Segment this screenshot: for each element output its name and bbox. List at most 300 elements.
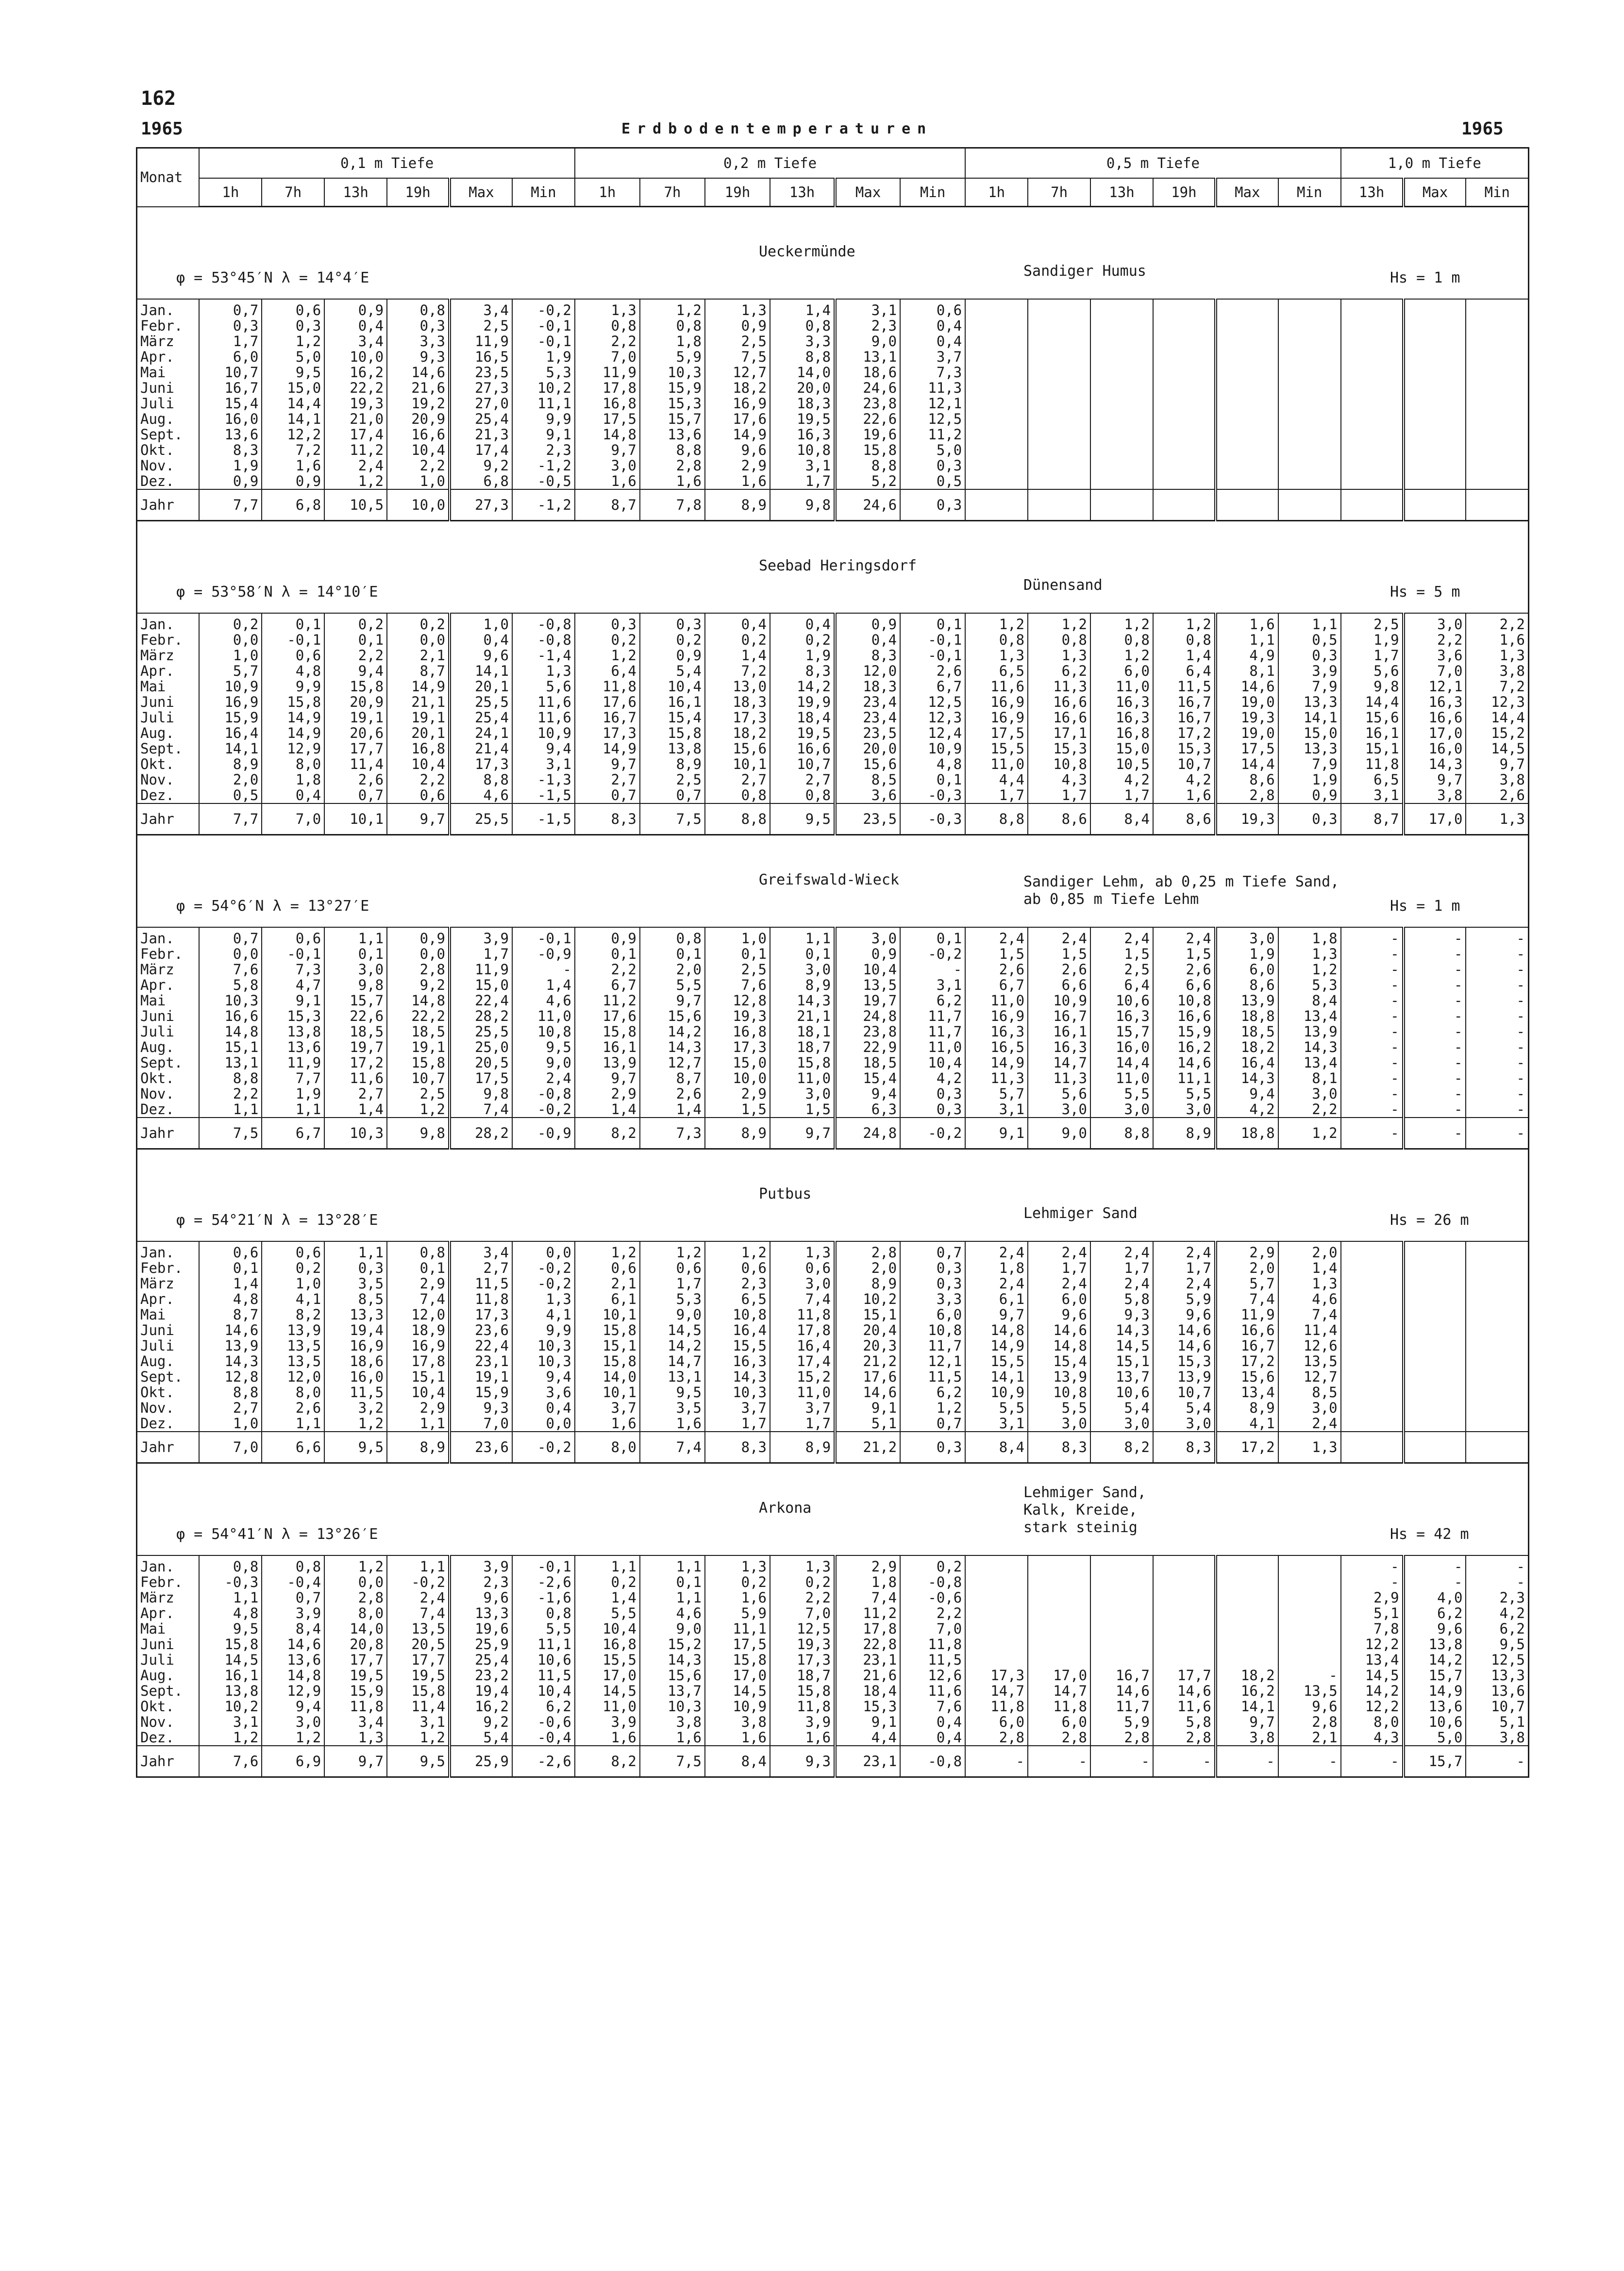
value-cell: 9,7 — [324, 1746, 387, 1777]
value-cell: 10,1 — [324, 803, 387, 835]
value-cell: 0,8 — [640, 318, 705, 334]
table-row — [137, 1432, 1529, 1463]
value-cell: 3,8 — [1466, 663, 1528, 679]
table-row — [137, 741, 1529, 756]
value-cell: 6,0 — [199, 349, 262, 365]
value-cell: 0,1 — [640, 1574, 705, 1590]
value-cell: 15,4 — [199, 396, 262, 411]
value-cell: 3,7 — [575, 1400, 640, 1416]
value-cell: 1,6 — [1466, 632, 1528, 648]
table-row — [137, 694, 1529, 710]
value-cell: 13,6 — [262, 1039, 324, 1055]
station-header — [137, 207, 1529, 300]
value-cell: 2,3 — [1466, 1590, 1528, 1605]
value-cell: 0,3 — [900, 1276, 965, 1291]
value-cell: 15,3 — [640, 396, 705, 411]
value-cell: 1,2 — [575, 1241, 640, 1260]
value-cell: 23,5 — [450, 365, 512, 380]
value-cell: 22,4 — [450, 1338, 512, 1353]
table-row — [137, 1291, 1529, 1307]
value-cell: 11,8 — [1341, 756, 1404, 772]
value-cell: 1,4 — [770, 299, 835, 318]
value-cell: 14,9 — [965, 1055, 1028, 1070]
value-cell — [1153, 1590, 1216, 1605]
value-cell: - — [1466, 927, 1528, 946]
value-cell: 7,2 — [705, 663, 770, 679]
value-cell: 2,5 — [640, 772, 705, 787]
value-cell: 13,4 — [1278, 1008, 1341, 1024]
month-label: Jahr — [137, 1118, 200, 1149]
table-row — [137, 1555, 1529, 1574]
value-cell: 1,4 — [640, 1102, 705, 1118]
value-cell — [1404, 442, 1466, 458]
value-cell — [1216, 411, 1278, 427]
value-cell: 1,5 — [1028, 946, 1090, 962]
value-cell: - — [1466, 1118, 1528, 1149]
value-cell: 4,2 — [1466, 1605, 1528, 1621]
month-label: Mai — [137, 365, 200, 380]
station-coords: φ = 53°58′N λ = 14°10′E — [176, 584, 378, 601]
value-cell: 1,5 — [770, 1102, 835, 1118]
value-cell: 0,1 — [900, 927, 965, 946]
value-cell: 15,7 — [1404, 1746, 1466, 1777]
value-cell — [1090, 1652, 1153, 1668]
value-cell: - — [1466, 962, 1528, 977]
value-cell: 3,8 — [1466, 772, 1528, 787]
value-cell: 9,5 — [324, 1432, 387, 1463]
value-cell: 9,3 — [1090, 1307, 1153, 1322]
value-cell: 6,3 — [835, 1102, 900, 1118]
table-row — [137, 1008, 1529, 1024]
table-row — [137, 927, 1529, 946]
value-cell: 1,1 — [770, 927, 835, 946]
value-cell: - — [1341, 927, 1404, 946]
value-cell: - — [1466, 1008, 1528, 1024]
value-cell: 0,8 — [387, 299, 450, 318]
value-cell: 14,3 — [199, 1353, 262, 1369]
value-cell: 1,9 — [1216, 946, 1278, 962]
value-cell: 6,2 — [1404, 1605, 1466, 1621]
value-cell: 9,6 — [1028, 1307, 1090, 1322]
value-cell: 13,9 — [262, 1322, 324, 1338]
table-row — [137, 1241, 1529, 1260]
value-cell — [1216, 1555, 1278, 1574]
value-cell: 1,2 — [640, 299, 705, 318]
value-cell: 11,8 — [575, 679, 640, 694]
value-cell: 0,4 — [705, 613, 770, 632]
month-label: Febr. — [137, 318, 200, 334]
value-cell: - — [1404, 977, 1466, 993]
value-cell: 16,7 — [1028, 1008, 1090, 1024]
value-cell: 9,6 — [450, 648, 512, 663]
value-cell: 0,2 — [575, 1574, 640, 1590]
value-cell: 1,3 — [705, 1555, 770, 1574]
value-cell: - — [1341, 1574, 1404, 1590]
value-cell: 1,0 — [199, 1416, 262, 1432]
value-cell: 8,6 — [1028, 803, 1090, 835]
value-cell: 2,9 — [575, 1086, 640, 1102]
value-cell: 16,9 — [324, 1338, 387, 1353]
value-cell — [1466, 349, 1528, 365]
value-cell: 9,9 — [512, 1322, 575, 1338]
value-cell: 3,0 — [1028, 1102, 1090, 1118]
value-cell: 17,5 — [1216, 741, 1278, 756]
value-cell: 2,8 — [1153, 1730, 1216, 1746]
value-cell: 15,7 — [640, 411, 705, 427]
value-cell: 20,4 — [835, 1322, 900, 1338]
value-cell: 7,4 — [1278, 1307, 1341, 1322]
value-cell: 13,9 — [199, 1338, 262, 1353]
value-cell: 14,2 — [640, 1024, 705, 1039]
value-cell — [1216, 1574, 1278, 1590]
month-label: Okt. — [137, 1699, 200, 1714]
value-cell: 10,7 — [1466, 1699, 1528, 1714]
value-cell — [1216, 380, 1278, 396]
value-cell: 12,4 — [900, 725, 965, 741]
value-cell: 0,8 — [512, 1605, 575, 1621]
table-row — [137, 1102, 1529, 1118]
station-name: Greifswald-Wieck — [759, 871, 899, 888]
value-cell — [1466, 458, 1528, 473]
value-cell: 11,1 — [1153, 1070, 1216, 1086]
value-cell: 1,2 — [262, 1730, 324, 1746]
value-cell: 1,6 — [640, 473, 705, 489]
value-cell — [965, 411, 1028, 427]
value-cell: 0,3 — [900, 1102, 965, 1118]
table-row — [137, 977, 1529, 993]
value-cell: 11,3 — [965, 1070, 1028, 1086]
value-cell: 15,0 — [262, 380, 324, 396]
value-cell: 4,6 — [640, 1605, 705, 1621]
table-row — [137, 1024, 1529, 1039]
value-cell: 0,6 — [262, 1241, 324, 1260]
value-cell: 16,1 — [640, 694, 705, 710]
value-cell: 17,8 — [575, 380, 640, 396]
value-cell: 19,5 — [770, 411, 835, 427]
value-cell: 1,3 — [770, 1555, 835, 1574]
value-cell: 10,6 — [1404, 1714, 1466, 1730]
value-cell: - — [1466, 1070, 1528, 1086]
value-cell — [1466, 1291, 1528, 1307]
value-cell — [1341, 442, 1404, 458]
station-name: Arkona — [759, 1500, 812, 1517]
value-cell: 5,5 — [1153, 1086, 1216, 1102]
value-cell — [1278, 489, 1341, 521]
value-cell: 1,1 — [575, 1555, 640, 1574]
value-cell: 24,1 — [450, 725, 512, 741]
value-cell: 4,1 — [1216, 1416, 1278, 1432]
value-cell: 1,3 — [512, 663, 575, 679]
value-cell: 9,5 — [770, 803, 835, 835]
value-cell: 4,9 — [1216, 648, 1278, 663]
value-cell: 0,3 — [199, 318, 262, 334]
value-cell: 14,6 — [199, 1322, 262, 1338]
value-cell: 3,8 — [1216, 1730, 1278, 1746]
header-hour: 1h — [199, 178, 262, 207]
table-row — [137, 1590, 1529, 1605]
value-cell: 16,9 — [965, 710, 1028, 725]
value-cell: 2,1 — [387, 648, 450, 663]
month-label: Sept. — [137, 1683, 200, 1699]
value-cell: 3,4 — [450, 1241, 512, 1260]
station-header-cell — [137, 207, 1529, 300]
value-cell: 21,1 — [770, 1008, 835, 1024]
value-cell: 16,8 — [575, 1636, 640, 1652]
value-cell: 8,5 — [324, 1291, 387, 1307]
value-cell: 1,2 — [1278, 962, 1341, 977]
value-cell: 1,6 — [705, 1730, 770, 1746]
value-cell: 5,9 — [705, 1605, 770, 1621]
value-cell — [965, 318, 1028, 334]
value-cell: 13,9 — [1216, 993, 1278, 1008]
value-cell: 12,0 — [387, 1307, 450, 1322]
value-cell: 2,2 — [324, 648, 387, 663]
table-row — [137, 427, 1529, 442]
value-cell: 1,3 — [575, 299, 640, 318]
value-cell: 15,1 — [1090, 1353, 1153, 1369]
value-cell: 7,7 — [199, 803, 262, 835]
value-cell: 19,1 — [387, 1039, 450, 1055]
value-cell: 14,4 — [1341, 694, 1404, 710]
value-cell: 10,7 — [199, 365, 262, 380]
value-cell: 1,1 — [262, 1416, 324, 1432]
value-cell — [1153, 1605, 1216, 1621]
value-cell — [1278, 458, 1341, 473]
value-cell: 15,5 — [965, 1353, 1028, 1369]
value-cell — [1341, 1416, 1404, 1432]
value-cell: 14,5 — [705, 1683, 770, 1699]
table-row — [137, 1260, 1529, 1276]
value-cell: 1,4 — [324, 1102, 387, 1118]
soil-line: Dünensand — [1023, 577, 1103, 594]
value-cell: - — [1466, 946, 1528, 962]
table-row — [137, 299, 1529, 318]
value-cell — [1341, 458, 1404, 473]
value-cell: -0,4 — [262, 1574, 324, 1590]
value-cell: 10,4 — [387, 442, 450, 458]
value-cell: 9,5 — [512, 1039, 575, 1055]
value-cell — [1153, 1636, 1216, 1652]
value-cell: 8,2 — [262, 1307, 324, 1322]
table-row — [137, 1353, 1529, 1369]
value-cell: - — [1466, 1574, 1528, 1590]
value-cell: 15,8 — [835, 442, 900, 458]
value-cell: 2,2 — [575, 334, 640, 349]
header-monat: Monat — [137, 148, 200, 207]
value-cell: 9,7 — [387, 803, 450, 835]
value-cell: 6,1 — [965, 1291, 1028, 1307]
value-cell: 1,2 — [575, 648, 640, 663]
value-cell — [1028, 365, 1090, 380]
value-cell: 0,3 — [387, 318, 450, 334]
value-cell: 4,0 — [1404, 1590, 1466, 1605]
value-cell: 13,8 — [1404, 1636, 1466, 1652]
value-cell: 17,6 — [835, 1369, 900, 1385]
value-cell: 18,2 — [705, 725, 770, 741]
value-cell — [1090, 365, 1153, 380]
value-cell: 13,6 — [262, 1652, 324, 1668]
value-cell: 4,6 — [1278, 1291, 1341, 1307]
value-cell — [1404, 489, 1466, 521]
value-cell — [1466, 1322, 1528, 1338]
value-cell: 8,3 — [705, 1432, 770, 1463]
value-cell: 16,3 — [1090, 710, 1153, 725]
value-cell: 1,9 — [770, 648, 835, 663]
value-cell: 2,2 — [1278, 1102, 1341, 1118]
value-cell — [965, 1605, 1028, 1621]
value-cell: - — [1341, 1086, 1404, 1102]
value-cell: 3,0 — [770, 1086, 835, 1102]
value-cell: 4,4 — [965, 772, 1028, 787]
value-cell — [1090, 318, 1153, 334]
value-cell: 12,2 — [1341, 1636, 1404, 1652]
value-cell: 14,3 — [1404, 756, 1466, 772]
value-cell: 2,4 — [512, 1070, 575, 1086]
value-cell: 6,6 — [1153, 977, 1216, 993]
value-cell: 9,8 — [1341, 679, 1404, 694]
value-cell: 1,9 — [512, 349, 575, 365]
month-label: Nov. — [137, 458, 200, 473]
value-cell: 17,3 — [965, 1668, 1028, 1683]
month-label: Okt. — [137, 1070, 200, 1086]
value-cell: - — [1404, 1024, 1466, 1039]
value-cell: 19,1 — [324, 710, 387, 725]
value-cell: 16,4 — [1216, 1055, 1278, 1070]
value-cell: 1,4 — [1278, 1260, 1341, 1276]
month-label: Apr. — [137, 349, 200, 365]
value-cell: 9,4 — [1216, 1086, 1278, 1102]
value-cell: - — [1466, 1039, 1528, 1055]
value-cell: 16,9 — [705, 396, 770, 411]
value-cell: 0,0 — [199, 946, 262, 962]
value-cell: 8,7 — [199, 1307, 262, 1322]
value-cell: 12,6 — [900, 1668, 965, 1683]
month-label: Jan. — [137, 299, 200, 318]
value-cell: 2,4 — [1278, 1416, 1341, 1432]
value-cell: 8,8 — [1090, 1118, 1153, 1149]
month-label: Apr. — [137, 1291, 200, 1307]
value-cell: 11,0 — [512, 1008, 575, 1024]
value-cell: 15,5 — [965, 741, 1028, 756]
value-cell — [1028, 442, 1090, 458]
value-cell: 14,7 — [1028, 1055, 1090, 1070]
value-cell: 1,7 — [965, 787, 1028, 803]
value-cell: 8,3 — [1153, 1432, 1216, 1463]
value-cell: 25,5 — [450, 1024, 512, 1039]
value-cell — [1278, 318, 1341, 334]
value-cell: 15,8 — [705, 1652, 770, 1668]
value-cell: 21,1 — [387, 694, 450, 710]
value-cell: 10,7 — [770, 756, 835, 772]
value-cell: 2,2 — [770, 1590, 835, 1605]
value-cell: 19,5 — [324, 1668, 387, 1683]
value-cell: 1,2 — [705, 1241, 770, 1260]
value-cell: 17,3 — [705, 710, 770, 725]
value-cell: 2,3 — [835, 318, 900, 334]
value-cell — [1466, 365, 1528, 380]
value-cell: 0,3 — [1278, 803, 1341, 835]
value-cell: 9,8 — [324, 977, 387, 993]
value-cell: 9,4 — [835, 1086, 900, 1102]
value-cell: 10,4 — [387, 1385, 450, 1400]
value-cell — [1404, 1291, 1466, 1307]
value-cell: 0,1 — [575, 946, 640, 962]
value-cell: 7,4 — [640, 1432, 705, 1463]
value-cell: 12,5 — [900, 694, 965, 710]
value-cell: -0,1 — [512, 318, 575, 334]
value-cell: 14,6 — [387, 365, 450, 380]
value-cell: 17,6 — [705, 411, 770, 427]
value-cell: 2,6 — [262, 1400, 324, 1416]
value-cell — [1216, 396, 1278, 411]
value-cell: 0,0 — [324, 1574, 387, 1590]
value-cell: 15,8 — [640, 725, 705, 741]
value-cell: 7,6 — [199, 962, 262, 977]
value-cell: 8,7 — [1341, 803, 1404, 835]
header-depth-0-5: 0,5 m Tiefe — [965, 148, 1340, 179]
value-cell — [1404, 365, 1466, 380]
value-cell: 12,8 — [705, 993, 770, 1008]
header-hour: Min — [900, 178, 965, 207]
value-cell: 2,8 — [1090, 1730, 1153, 1746]
value-cell: 5,5 — [1028, 1400, 1090, 1416]
value-cell: 0,2 — [199, 613, 262, 632]
value-cell: 0,0 — [387, 632, 450, 648]
value-cell: 14,3 — [640, 1039, 705, 1055]
value-cell — [1028, 1621, 1090, 1636]
value-cell — [1028, 1555, 1090, 1574]
value-cell: 3,1 — [387, 1714, 450, 1730]
value-cell: - — [1153, 1746, 1216, 1777]
month-label: Sept. — [137, 741, 200, 756]
value-cell: 18,5 — [835, 1055, 900, 1070]
table-row — [137, 1070, 1529, 1086]
value-cell: 9,1 — [835, 1714, 900, 1730]
value-cell: 4,8 — [262, 663, 324, 679]
table-row — [137, 1605, 1529, 1621]
value-cell — [1404, 1385, 1466, 1400]
value-cell: - — [1404, 946, 1466, 962]
value-cell: 10,9 — [705, 1699, 770, 1714]
value-cell: 1,1 — [387, 1416, 450, 1432]
value-cell: 0,4 — [900, 334, 965, 349]
month-label: Febr. — [137, 1260, 200, 1276]
value-cell: 5,1 — [835, 1416, 900, 1432]
month-label: Jahr — [137, 489, 200, 521]
value-cell: 0,6 — [262, 927, 324, 946]
value-cell: 19,2 — [387, 396, 450, 411]
value-cell: 15,3 — [262, 1008, 324, 1024]
value-cell — [1466, 1307, 1528, 1322]
header-hour: 13h — [324, 178, 387, 207]
value-cell: 11,3 — [1028, 679, 1090, 694]
value-cell: 10,2 — [512, 380, 575, 396]
value-cell: 2,8 — [1028, 1730, 1090, 1746]
value-cell: 5,0 — [900, 442, 965, 458]
value-cell: 8,5 — [835, 772, 900, 787]
value-cell: 13,4 — [1278, 1055, 1341, 1070]
value-cell: 5,4 — [640, 663, 705, 679]
value-cell: 14,1 — [199, 741, 262, 756]
value-cell: 12,5 — [770, 1621, 835, 1636]
table-row — [137, 1621, 1529, 1636]
value-cell: 15,3 — [1153, 1353, 1216, 1369]
value-cell: 0,7 — [262, 1590, 324, 1605]
month-label: Sept. — [137, 427, 200, 442]
value-cell: 15,8 — [199, 1636, 262, 1652]
value-cell: 1,1 — [199, 1590, 262, 1605]
value-cell: 13,5 — [387, 1621, 450, 1636]
